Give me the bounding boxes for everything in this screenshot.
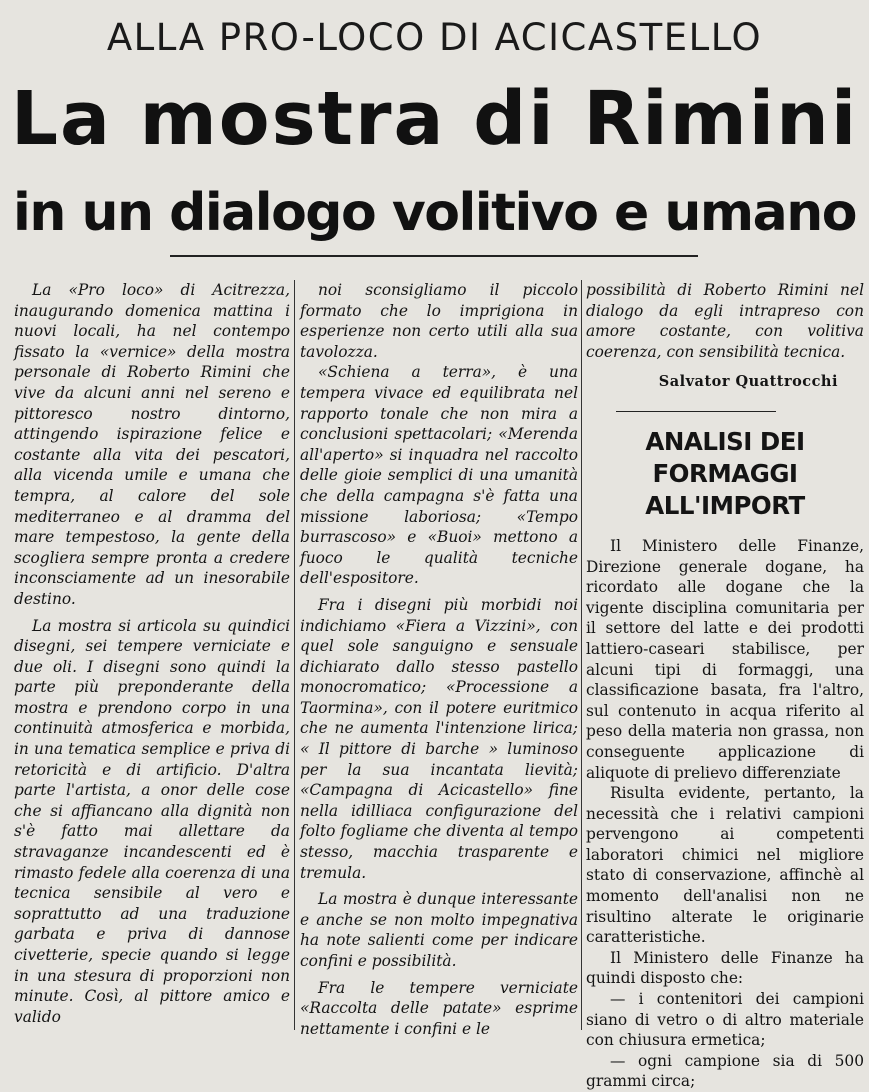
article-column-3 — [586, 280, 864, 1091]
sidebar-title-line: ALL'IMPORT — [645, 490, 805, 520]
sidebar-paragraph: Il Ministero delle Finanze ha quindi disposto che: — [586, 948, 864, 988]
headline-rule — [170, 255, 698, 257]
sidebar-body — [586, 536, 864, 1092]
article-paragraph: possibilità di Roberto Rimini nel dialogo da egli intrapreso con amore costante, con volitiva coerenza, con sensibilità tecnica. — [586, 281, 864, 361]
article-column-1 — [14, 280, 290, 1030]
article-paragraph: noi sconsigliamo il piccolo formato che lo imprigiona in esperienze non certo utili alla sua tavolozza. — [300, 281, 578, 361]
article-paragraph: Fra i disegni più morbidi noi indichiamo «Fiera a Vizzini», con quel sole sanguigno e sensuale dichiarato dallo stesso pastello monocromatico; «Processione a Taormina», con il potere euritmico che ne aumenta l'intenzione lirica; « Il pittore di barche » luminoso per la sua incantata lievità; «Campagna di Acicastello» fine nella idilliaca configurazione del folto fogliame che diventa al tempo stesso, macchia trasparente e tremula. — [300, 595, 578, 882]
author-signature: Salvator Quattrocchi — [658, 373, 838, 391]
sidebar-rule — [616, 411, 776, 412]
column-divider — [581, 280, 582, 1030]
kicker: ALLA PRO-LOCO DI ACICASTELLO — [106, 16, 763, 59]
sidebar-paragraph: — i contenitori dei campioni siano di vetro o di altro materiale con chiusura ermetica; — [586, 990, 864, 1050]
sidebar-paragraph: Il Ministero delle Finanze, Direzione generale dogane, ha ricordato alle dogane che la vigente disciplina comunitaria per il settore del latte e dei prodotti lattiero-caseari stabilisce, per alcuni tipi di formaggi, una classificazione basata, fra l'altro, sul contenuto in acqua riferito al peso della materia non grassa, non conseguente applicazione di aliquote di prelievo differenziate — [586, 536, 864, 782]
article-paragraph: «Schiena a terra», è una tempera vivace ed equilibrata nel rapporto tonale che non mira a conclusioni spettacolari; «Merenda all'aperto» si inquadra nel raccolto delle gioie semplici di una umanità che della campagna s'è fatta una missione laboriosa; «Tempo burrascoso» e «Buoi» mettono a fuoco le qualità tecniche dell'espositore. — [300, 363, 578, 588]
headline: La mostra di Rimini — [10, 76, 859, 162]
article-paragraph: La mostra è dunque interessante e anche se non molto impegnativa ha note salienti come per indicare confini e possibilità. — [300, 890, 578, 970]
column-divider — [294, 280, 295, 1030]
sidebar-paragraph: — ogni campione sia di 500 grammi circa; — [586, 1051, 864, 1091]
article-paragraph: La mostra si articola su quindici disegni, sei tempere verniciate e due oli. I disegni sono quindi la parte più preponderante della mostra e prendono corpo in una continuità atmosferica e morbida, in una tematica semplice e priva di retoricità e di artificio. D'altra parte l'artista, a onor delle cose che si affiancano alla dignità non s'è fatto mai allettare da stravaganze incandescenti ed è rimasto fedele alla coerenza di una tecnica sensibile al vero e soprattutto ad una traduzione garbata e priva di dannose civetterie, specie quando si legge in una stesura di proporzioni non minute. Così, al pittore amico e valido — [14, 616, 290, 1026]
subheadline: in un dialogo volitivo e umano — [13, 183, 856, 243]
article-column-2 — [300, 280, 578, 1038]
sidebar-title-line: ANALISI DEI FORMAGGI — [645, 426, 805, 488]
article-paragraph: La «Pro loco» di Acitrezza, inaugurando domenica mattina i nuovi locali, ha nel contempo fissato la «vernice» della mostra personale di Roberto Rimini che vive da alcuni anni nel sereno e pittoresco nostro dintorno, attingendo ispirazione felice e costante alla vita dei pescatori, alla vicenda umile e umana che tempra, al calore del sole mediterraneo e al dramma del mare tempestoso, la gente della scogliera sempre pronta a credere inconsciamente ad un inesorabile destino. — [14, 281, 290, 608]
article-paragraph: Fra le tempere verniciate «Raccolta delle patate» esprime nettamente i confini e le — [300, 978, 578, 1038]
sidebar-paragraph: Risulta evidente, pertanto, la necessità che i relativi campioni pervengono ai competenti laboratori chimici nel migliore stato di conservazione, affinchè al momento dell'analisi non ne risultino alterate le originarie caratteristiche. — [586, 784, 864, 947]
sidebar-title — [586, 426, 864, 522]
